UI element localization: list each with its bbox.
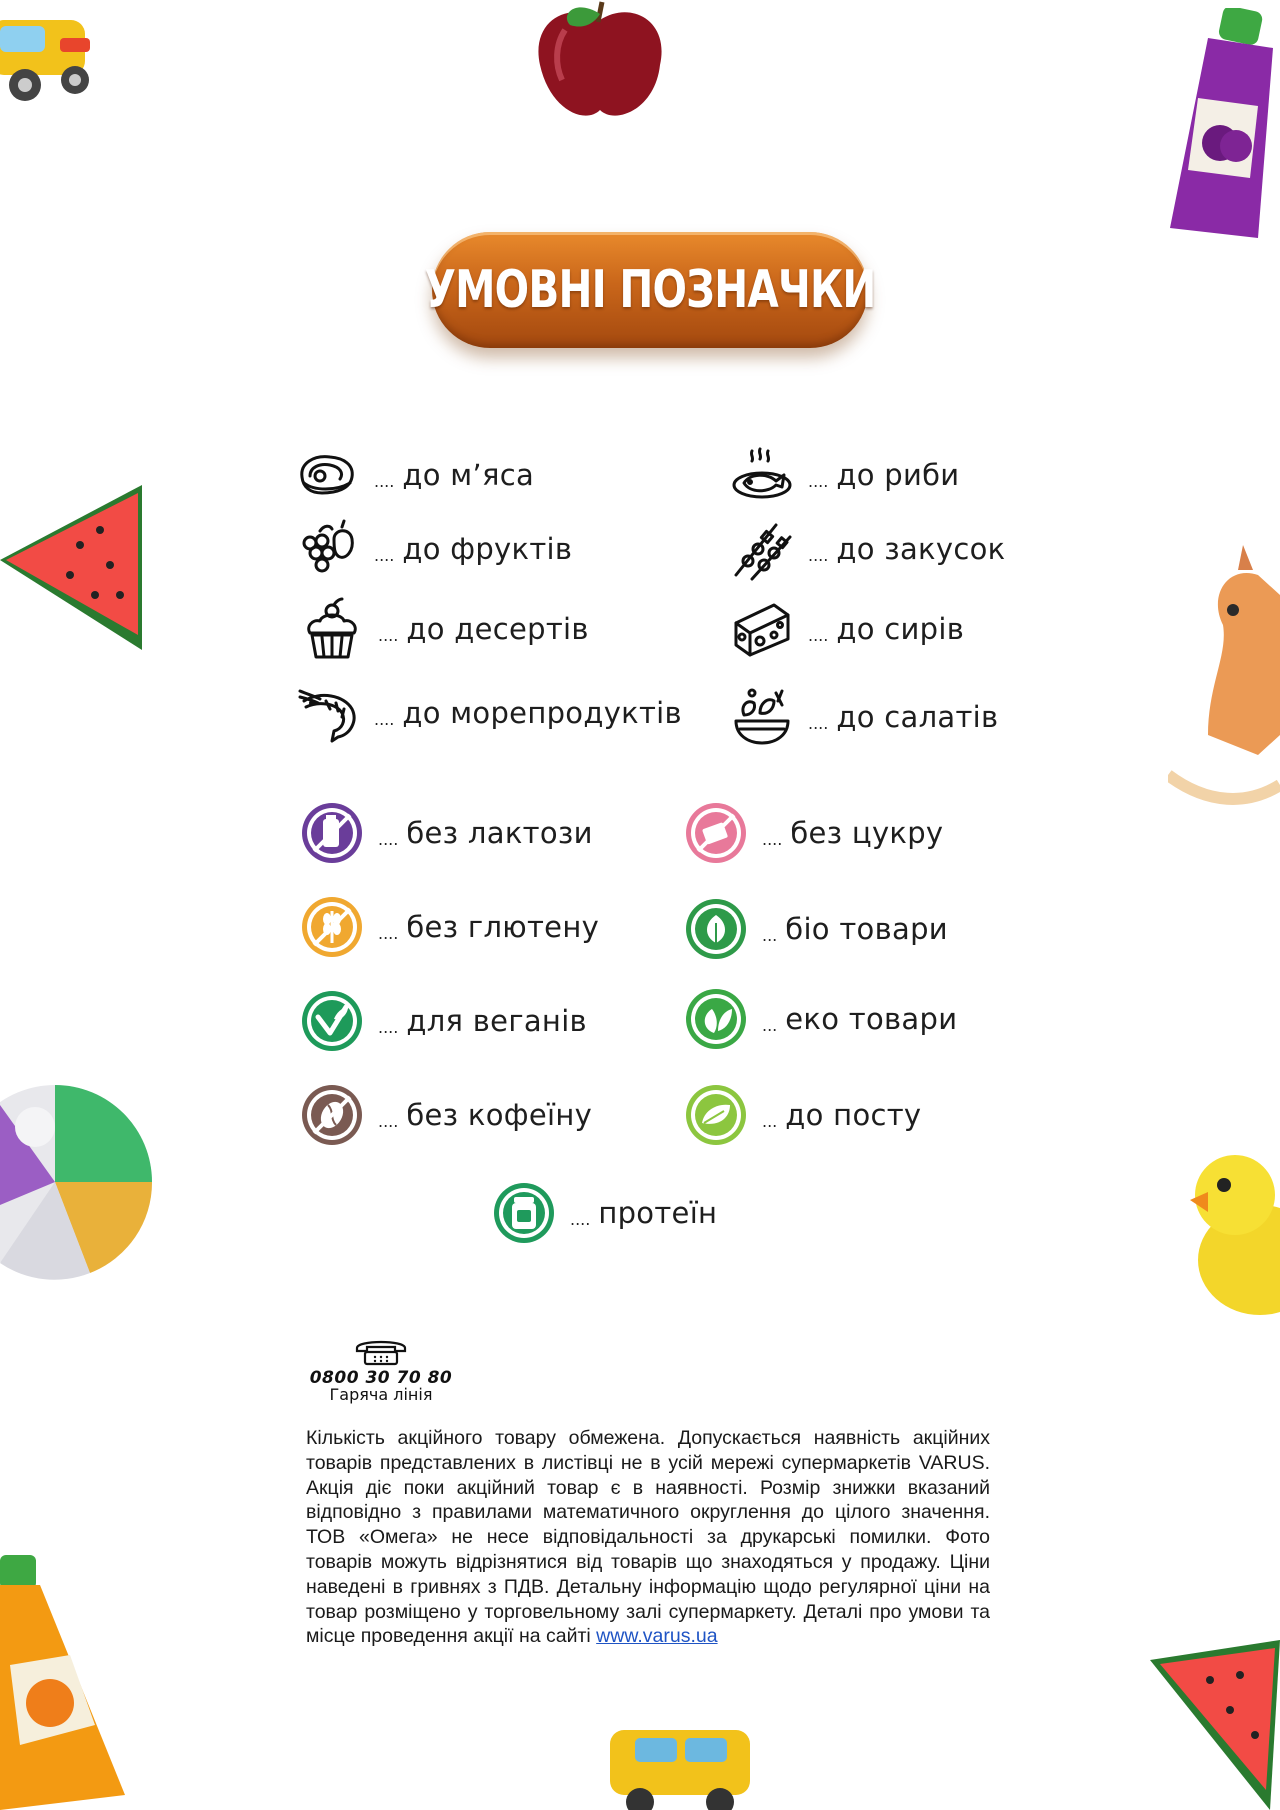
cheese-icon	[730, 597, 794, 661]
beach-ball-decoration	[0, 1085, 155, 1280]
gluten-free-icon	[300, 895, 364, 959]
legend-item-snacks	[730, 514, 1005, 584]
legend-label-lactose-free: без лактози	[406, 816, 593, 850]
eco-icon	[684, 987, 748, 1051]
hotline-number: 0800 30 70 80	[309, 1368, 453, 1388]
lactose-free-icon	[300, 801, 364, 865]
disclaimer-text	[306, 1426, 990, 1649]
leader-dots: ....	[808, 545, 829, 565]
leader-dots: ....	[374, 471, 395, 491]
fish-icon	[730, 443, 794, 507]
vegan-icon	[300, 989, 364, 1053]
legend-label-seafood: до морепродуктів	[402, 696, 682, 730]
bio-icon	[684, 897, 748, 961]
sugar-free-icon	[684, 801, 748, 865]
juice-pouch-decoration	[1158, 8, 1280, 238]
caffeine-free-icon	[300, 1083, 364, 1147]
leader-dots: ...	[762, 1015, 778, 1035]
hotline-block	[306, 1338, 456, 1404]
legend-label-desserts: до десертів	[406, 612, 589, 646]
legend-item-fasting	[684, 1080, 921, 1150]
shrimp-icon	[296, 681, 360, 745]
legend-label-fish: до риби	[836, 458, 960, 492]
salad-icon	[730, 685, 794, 749]
legend-label-protein: протеїн	[598, 1196, 718, 1230]
skewers-icon	[730, 517, 794, 581]
leader-dots: ...	[762, 1111, 778, 1131]
legend-label-bio: біо товари	[785, 912, 948, 946]
legend-label-fruits: до фруктів	[402, 532, 573, 566]
legend-label-eco: еко товари	[785, 1002, 958, 1036]
legend-item-meat	[296, 440, 534, 510]
legend-item-fruits	[296, 514, 572, 584]
website-link[interactable]: www.varus.ua	[596, 1625, 718, 1648]
fruits-icon	[296, 517, 360, 581]
legend-label-caffeine-free: без кофеїну	[406, 1098, 593, 1132]
legend-label-gluten-free: без глютену	[406, 910, 600, 944]
leader-dots: ....	[378, 625, 399, 645]
toy-car-decoration	[0, 0, 110, 120]
rocking-horse-decoration	[1168, 535, 1280, 815]
legend-item-cheese	[730, 594, 964, 664]
rubber-duck-decoration	[1180, 1140, 1280, 1320]
leader-dots: ....	[374, 545, 395, 565]
leader-dots: ....	[378, 829, 399, 849]
legend-item-sugar-free	[684, 798, 943, 868]
hotline-label: Гаряча лінія	[329, 1385, 433, 1404]
leader-dots: ....	[378, 1017, 399, 1037]
legend-item-salads	[730, 682, 998, 752]
legend-item-fish	[730, 440, 959, 510]
legend-item-lactose-free	[300, 798, 593, 868]
apple-decoration	[530, 0, 670, 125]
leader-dots: ....	[378, 923, 399, 943]
title-banner	[424, 232, 876, 348]
legend-item-caffeine-free	[300, 1080, 592, 1150]
protein-icon	[492, 1181, 556, 1245]
toy-car-bottom-decoration	[600, 1720, 760, 1810]
legend-label-sugar-free: без цукру	[790, 816, 944, 850]
watermelon-bottom-decoration	[1150, 1640, 1280, 1810]
legend-item-desserts	[300, 594, 589, 664]
watermelon-slice-decoration	[0, 485, 145, 655]
legend-label-snacks: до закусок	[836, 532, 1006, 566]
legend-label-fasting: до посту	[785, 1098, 922, 1132]
legend-item-gluten-free	[300, 892, 599, 962]
telephone-icon	[353, 1338, 409, 1366]
legend-item-vegan	[300, 986, 587, 1056]
fasting-icon	[684, 1083, 748, 1147]
leader-dots: ....	[378, 1111, 399, 1131]
legend-item-bio	[684, 894, 948, 964]
leader-dots: ....	[762, 829, 783, 849]
meat-icon	[296, 443, 360, 507]
cupcake-icon	[300, 597, 364, 661]
legend-label-cheese: до сирів	[836, 612, 965, 646]
leader-dots: ....	[808, 713, 829, 733]
legend-label-meat: до м’яса	[402, 458, 535, 492]
leader-dots: ....	[808, 625, 829, 645]
leader-dots: ....	[808, 471, 829, 491]
legend-label-vegan: для веганів	[406, 1004, 587, 1038]
leader-dots: ....	[570, 1209, 591, 1229]
leader-dots: ...	[762, 925, 778, 945]
pumpkin-juice-decoration	[0, 1555, 140, 1810]
legend-item-protein	[492, 1178, 717, 1248]
legend-item-eco	[684, 984, 957, 1054]
legend-item-seafood	[296, 678, 682, 748]
disclaimer-body: Кількість акційного товару обмежена. Допускається наявність акційних товарів представлених в листівці не в усій мережі супермаркетів VARUS. Акція діє поки акційний товар є в наявності. Розмір знижки вказаний відповідно з правилами математичного округлення до цілого значення. ТОВ «Омега» не несе відповідальності за друкарські помилки. Фото товарів можуть відрізнятися від товарів що знаходяться у продажу. Ціни наведені в гривнях з ПДВ. Детальну інформацію щодо регулярної ціни на товар розміщено у торговельному залі супермаркету. Деталі про умови та місце проведення акції на сайті	[306, 1427, 990, 1648]
legend-label-salads: до салатів	[836, 700, 999, 734]
leader-dots: ....	[374, 709, 395, 729]
page-title: УМОВНІ ПОЗНАЧКИ	[424, 260, 876, 320]
